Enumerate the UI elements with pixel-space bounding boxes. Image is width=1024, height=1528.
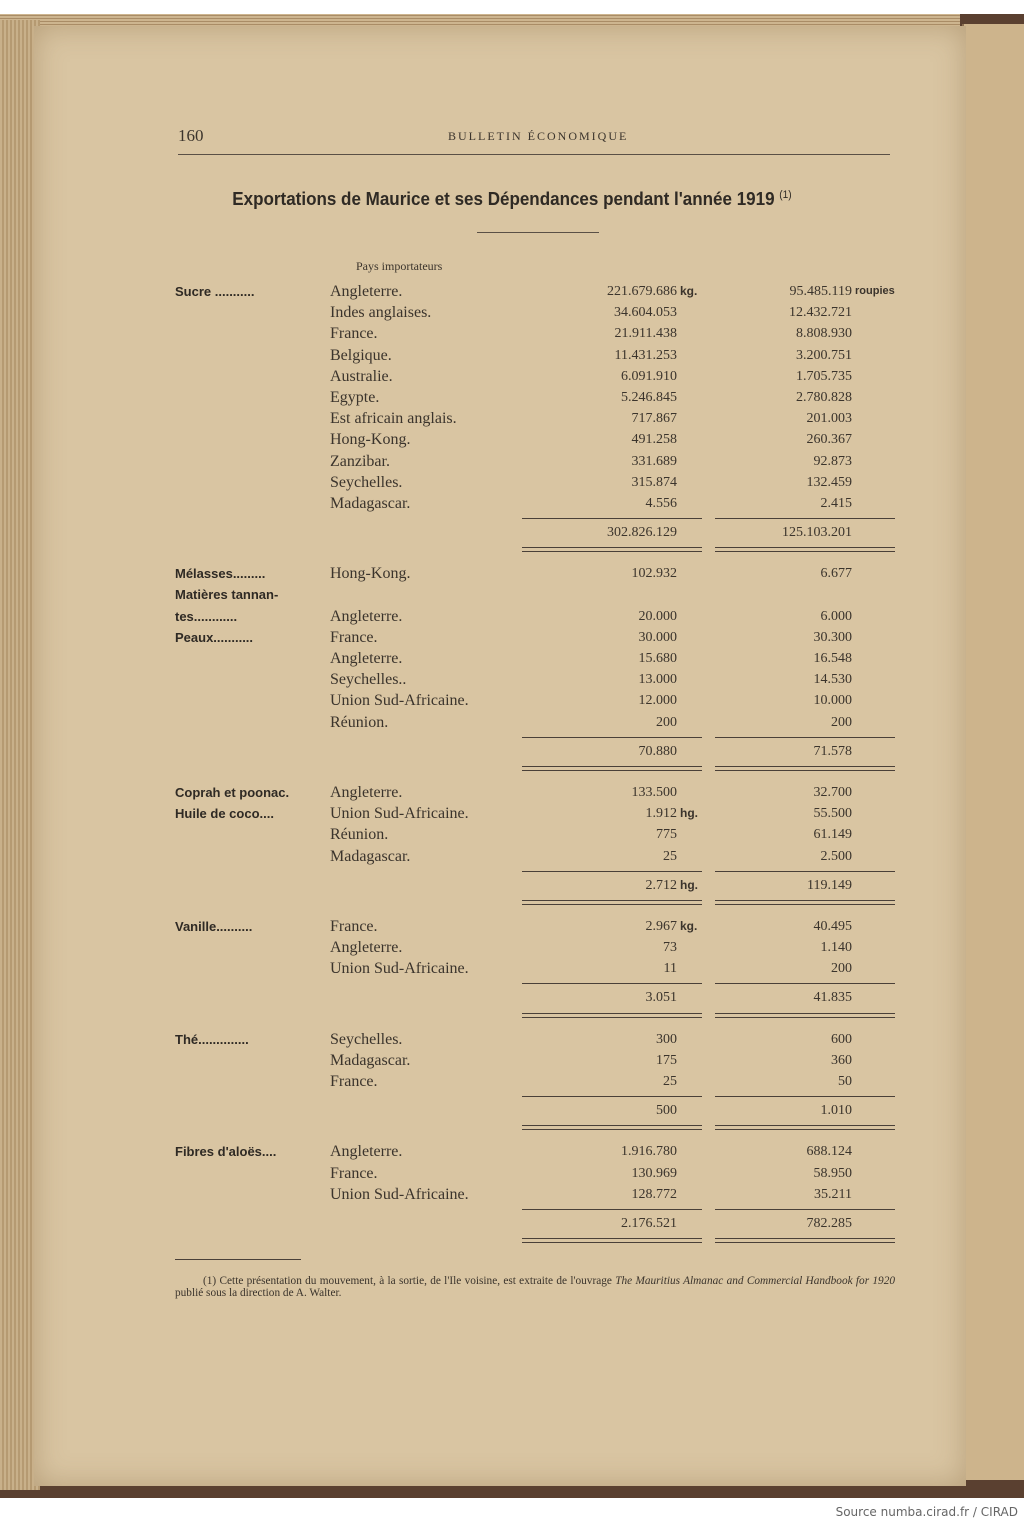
- quantity: 717.867: [631, 411, 677, 427]
- table-row: [175, 1163, 900, 1184]
- product-label: Vanille..........: [175, 918, 253, 934]
- rule-segment: [715, 871, 895, 872]
- table-row: [175, 563, 900, 584]
- table-row: [175, 387, 900, 408]
- rule-segment: [522, 1238, 702, 1243]
- product-label: Fibres d'aloës....: [175, 1144, 277, 1160]
- value: 2.415: [820, 495, 852, 511]
- country-name: Angleterre.: [330, 1143, 403, 1161]
- table-row: [175, 627, 900, 648]
- rule-segment: [715, 766, 895, 771]
- country-name: Angleterre.: [330, 283, 403, 300]
- product-label: Huile de coco....: [175, 806, 274, 822]
- quantity: 775: [656, 827, 677, 843]
- country-name: Hong-Kong.: [330, 565, 411, 583]
- rule-segment: [715, 1096, 895, 1097]
- quantity: 133.500: [631, 784, 677, 800]
- country-name: Australie.: [330, 367, 393, 385]
- value: 260.367: [806, 432, 852, 448]
- value: 30.300: [813, 629, 852, 645]
- country-name: Seychelles.: [330, 473, 403, 491]
- footnote-text: Cette présentation du mouvement, à la sortie, de l'Ile voisine, est extraite de l'ouvrage: [219, 1275, 612, 1287]
- subtotal-rule: [175, 733, 900, 741]
- rule-segment: [715, 737, 895, 738]
- total-double-rule: [175, 1121, 900, 1129]
- quantity: 34.604.053: [614, 305, 677, 321]
- product-label: Matières tannan-: [175, 587, 279, 603]
- total-quantity: 70.880: [638, 743, 677, 759]
- table-row: [175, 1029, 900, 1050]
- table-row: [175, 493, 900, 514]
- quantity: 300: [656, 1031, 677, 1047]
- country-name: Angleterre.: [330, 939, 403, 957]
- country-name: France.: [330, 325, 378, 343]
- product-label: Peaux...........: [175, 629, 254, 645]
- rule-segment: [522, 1096, 702, 1097]
- value: 61.149: [813, 827, 852, 843]
- product-label: Coprah et poonac.: [175, 784, 290, 800]
- quantity: 175: [656, 1052, 677, 1068]
- total-double-rule: [175, 543, 900, 551]
- footnote-divider: [175, 1259, 301, 1260]
- running-title: BULLETIN ÉCONOMIQUE: [448, 129, 629, 143]
- footnote: [175, 1275, 895, 1299]
- group-gap: [175, 1129, 900, 1141]
- subtotal-rule: [175, 867, 900, 875]
- total-double-rule: [175, 1009, 900, 1017]
- exports-table: [175, 281, 900, 1254]
- value-unit: roupies: [855, 285, 895, 297]
- subtotal-rule: [175, 1205, 900, 1213]
- rule-segment: [715, 1209, 895, 1210]
- group-gap: [175, 1242, 900, 1254]
- value: 92.873: [813, 453, 852, 469]
- rule-segment: [715, 1013, 895, 1018]
- quantity: 13.000: [638, 672, 677, 688]
- table-row: [175, 281, 900, 302]
- country-name: Zanzibar.: [330, 452, 390, 470]
- total-row: [175, 875, 900, 896]
- quantity: 221.679.686: [607, 284, 677, 299]
- table-row: [175, 451, 900, 472]
- total-value: 41.835: [813, 990, 852, 1006]
- table-row: [175, 408, 900, 429]
- value: 55.500: [813, 806, 852, 822]
- quantity: 200: [656, 714, 677, 730]
- table-row: [175, 472, 900, 493]
- value: 95.485.119: [789, 284, 852, 299]
- title-divider: [477, 232, 599, 233]
- value: 3.200.751: [796, 347, 852, 363]
- subtotal-rule: [175, 1092, 900, 1100]
- subtotal-rule: [175, 514, 900, 522]
- total-row: [175, 1100, 900, 1121]
- table-row: [175, 669, 900, 690]
- value: 201.003: [806, 411, 852, 427]
- quantity: 30.000: [638, 629, 677, 645]
- rule-segment: [715, 1238, 895, 1243]
- source-credit: Source numba.cirad.fr / CIRAD: [835, 1505, 1018, 1519]
- group-gap: [175, 904, 900, 916]
- group-gap: [175, 551, 900, 563]
- table-row: [175, 1071, 900, 1092]
- title-text: Exportations de Maurice et ses Dépendances pendant l'année 1919: [232, 188, 775, 209]
- total-value: 71.578: [813, 743, 852, 759]
- total-value: 1.010: [820, 1103, 852, 1119]
- value: 600: [831, 1031, 852, 1047]
- total-quantity: 2.176.521: [621, 1215, 677, 1231]
- value: 8.808.930: [796, 326, 852, 342]
- value: 50: [838, 1074, 852, 1089]
- value: 1.140: [820, 940, 852, 956]
- table-row: [175, 690, 900, 711]
- total-double-rule: [175, 1234, 900, 1242]
- value: 6.677: [820, 566, 852, 582]
- product-label: Thé..............: [175, 1031, 249, 1047]
- product-label: Sucre ...........: [175, 284, 255, 299]
- value: 35.211: [814, 1186, 852, 1202]
- value: 2.500: [820, 848, 852, 864]
- rule-segment: [522, 1013, 702, 1018]
- quantity-unit: kg.: [680, 284, 698, 298]
- quantity: 20.000: [638, 608, 677, 624]
- table-row: [175, 824, 900, 845]
- quantity: 315.874: [631, 474, 677, 490]
- value: 14.530: [813, 672, 852, 688]
- group-gap: [175, 1017, 900, 1029]
- table-row: [175, 803, 900, 824]
- quantity: 25: [663, 1074, 677, 1089]
- rule-segment: [715, 547, 895, 552]
- country-name: Seychelles..: [330, 671, 407, 689]
- total-row: [175, 1213, 900, 1234]
- quantity: 4.556: [645, 495, 677, 511]
- rule-segment: [522, 900, 702, 905]
- rule-segment: [715, 983, 895, 984]
- country-name: Egypte.: [330, 388, 380, 406]
- value: 360: [831, 1052, 852, 1068]
- table-row: [175, 429, 900, 450]
- country-name: Madagascar.: [330, 847, 411, 865]
- product-label: Mélasses.........: [175, 566, 266, 582]
- table-row: [175, 345, 900, 366]
- quantity: 21.911.438: [614, 326, 677, 342]
- quantity-unit: hg.: [680, 877, 698, 892]
- footnote-text-end: publié sous la direction de A. Walter.: [175, 1287, 342, 1299]
- column-header-importing-countries: Pays importateurs: [356, 259, 443, 273]
- table-row: [175, 937, 900, 958]
- quantity-unit: hg.: [680, 806, 698, 821]
- total-row: [175, 741, 900, 762]
- total-double-rule: [175, 762, 900, 770]
- quantity: 1.916.780: [621, 1144, 677, 1160]
- country-name: Angleterre.: [330, 607, 403, 625]
- country-name: Union Sud-Africaine.: [330, 960, 469, 978]
- total-row: [175, 522, 900, 543]
- rule-segment: [522, 1125, 702, 1130]
- value: 132.459: [806, 474, 852, 490]
- table-row: [175, 958, 900, 979]
- table-row: [175, 1050, 900, 1071]
- page-title: [41, 188, 983, 210]
- quantity: 102.932: [631, 566, 677, 582]
- total-quantity: 2.712: [645, 877, 677, 893]
- country-name: Hong-Kong.: [330, 431, 411, 449]
- quantity: 1.912: [645, 806, 677, 822]
- rule-segment: [715, 518, 895, 519]
- table-row: [175, 323, 900, 344]
- table-row: [175, 366, 900, 387]
- value: 200: [831, 961, 852, 977]
- quantity-unit: kg.: [680, 918, 698, 933]
- rule-segment: [522, 1209, 702, 1210]
- value: 12.432.721: [789, 305, 852, 321]
- quantity: 25: [663, 848, 677, 864]
- country-name: Est africain anglais.: [330, 410, 457, 428]
- total-double-rule: [175, 896, 900, 904]
- total-value: 119.149: [807, 877, 852, 893]
- country-name: Indes anglaises.: [330, 304, 432, 322]
- table-row: [175, 606, 900, 627]
- country-name: Union Sud-Africaine.: [330, 692, 469, 710]
- table-row: [175, 712, 900, 733]
- table-row: [175, 1141, 900, 1162]
- country-name: Angleterre.: [330, 783, 403, 801]
- country-name: Réunion.: [330, 826, 389, 844]
- title-note-ref: (1): [779, 188, 792, 201]
- footnote-marker: (1): [203, 1275, 217, 1287]
- rule-segment: [522, 547, 702, 552]
- quantity: 73: [663, 940, 677, 956]
- value: 6.000: [820, 608, 852, 624]
- table-row: [175, 1184, 900, 1205]
- total-row: [175, 987, 900, 1008]
- table-row: [175, 846, 900, 867]
- quantity: 6.091.910: [621, 368, 677, 384]
- value: 40.495: [813, 918, 852, 934]
- total-quantity: 500: [656, 1103, 677, 1119]
- value: 688.124: [806, 1144, 852, 1160]
- country-name: Réunion.: [330, 713, 389, 731]
- value: 16.548: [813, 651, 852, 666]
- total-quantity: 3.051: [645, 990, 677, 1006]
- rule-segment: [522, 871, 702, 872]
- country-name: France.: [330, 628, 378, 646]
- table-row: [175, 782, 900, 803]
- value: 10.000: [813, 693, 852, 709]
- quantity: 128.772: [631, 1186, 677, 1202]
- total-value: 782.285: [806, 1215, 852, 1231]
- rule-segment: [522, 983, 702, 984]
- rule-segment: [522, 737, 702, 738]
- country-name: France.: [330, 1073, 378, 1090]
- country-name: Union Sud-Africaine.: [330, 805, 469, 823]
- country-name: France.: [330, 917, 378, 935]
- total-quantity: 302.826.129: [607, 525, 677, 541]
- country-name: France.: [330, 1164, 378, 1182]
- footnote-book-title: The Mauritius Almanac and Commercial Handbook for 1920: [615, 1275, 896, 1287]
- quantity: 12.000: [638, 693, 677, 709]
- rule-segment: [522, 518, 702, 519]
- quantity: 15.680: [638, 651, 677, 666]
- total-value: 125.103.201: [782, 525, 852, 541]
- value: 1.705.735: [796, 368, 852, 384]
- quantity: 11: [663, 961, 677, 977]
- country-name: Madagascar.: [330, 494, 411, 512]
- quantity: 491.258: [631, 432, 677, 448]
- rule-segment: [715, 1125, 895, 1130]
- product-label: tes............: [175, 608, 238, 624]
- country-name: Angleterre.: [330, 650, 403, 667]
- quantity: 130.969: [631, 1165, 677, 1181]
- value: 2.780.828: [796, 389, 852, 405]
- subtotal-rule: [175, 979, 900, 987]
- page-header: [178, 126, 890, 155]
- table-row: [175, 648, 900, 669]
- page-number: 160: [178, 126, 204, 145]
- quantity: 331.689: [631, 453, 677, 469]
- group-gap: [175, 770, 900, 782]
- table-row: [175, 302, 900, 323]
- quantity: 5.246.845: [621, 389, 677, 405]
- table-row: [175, 916, 900, 937]
- country-name: Belgique.: [330, 346, 392, 364]
- rule-segment: [522, 766, 702, 771]
- product-label-row: [175, 584, 900, 605]
- country-name: Madagascar.: [330, 1051, 411, 1069]
- value: 58.950: [813, 1165, 852, 1181]
- value: 32.700: [813, 784, 852, 800]
- value: 200: [831, 714, 852, 730]
- country-name: Seychelles.: [330, 1030, 403, 1048]
- quantity: 11.431.253: [614, 347, 677, 363]
- country-name: Union Sud-Africaine.: [330, 1185, 469, 1203]
- rule-segment: [715, 900, 895, 905]
- facing-page-edge: [962, 24, 1024, 1480]
- quantity: 2.967: [645, 918, 677, 934]
